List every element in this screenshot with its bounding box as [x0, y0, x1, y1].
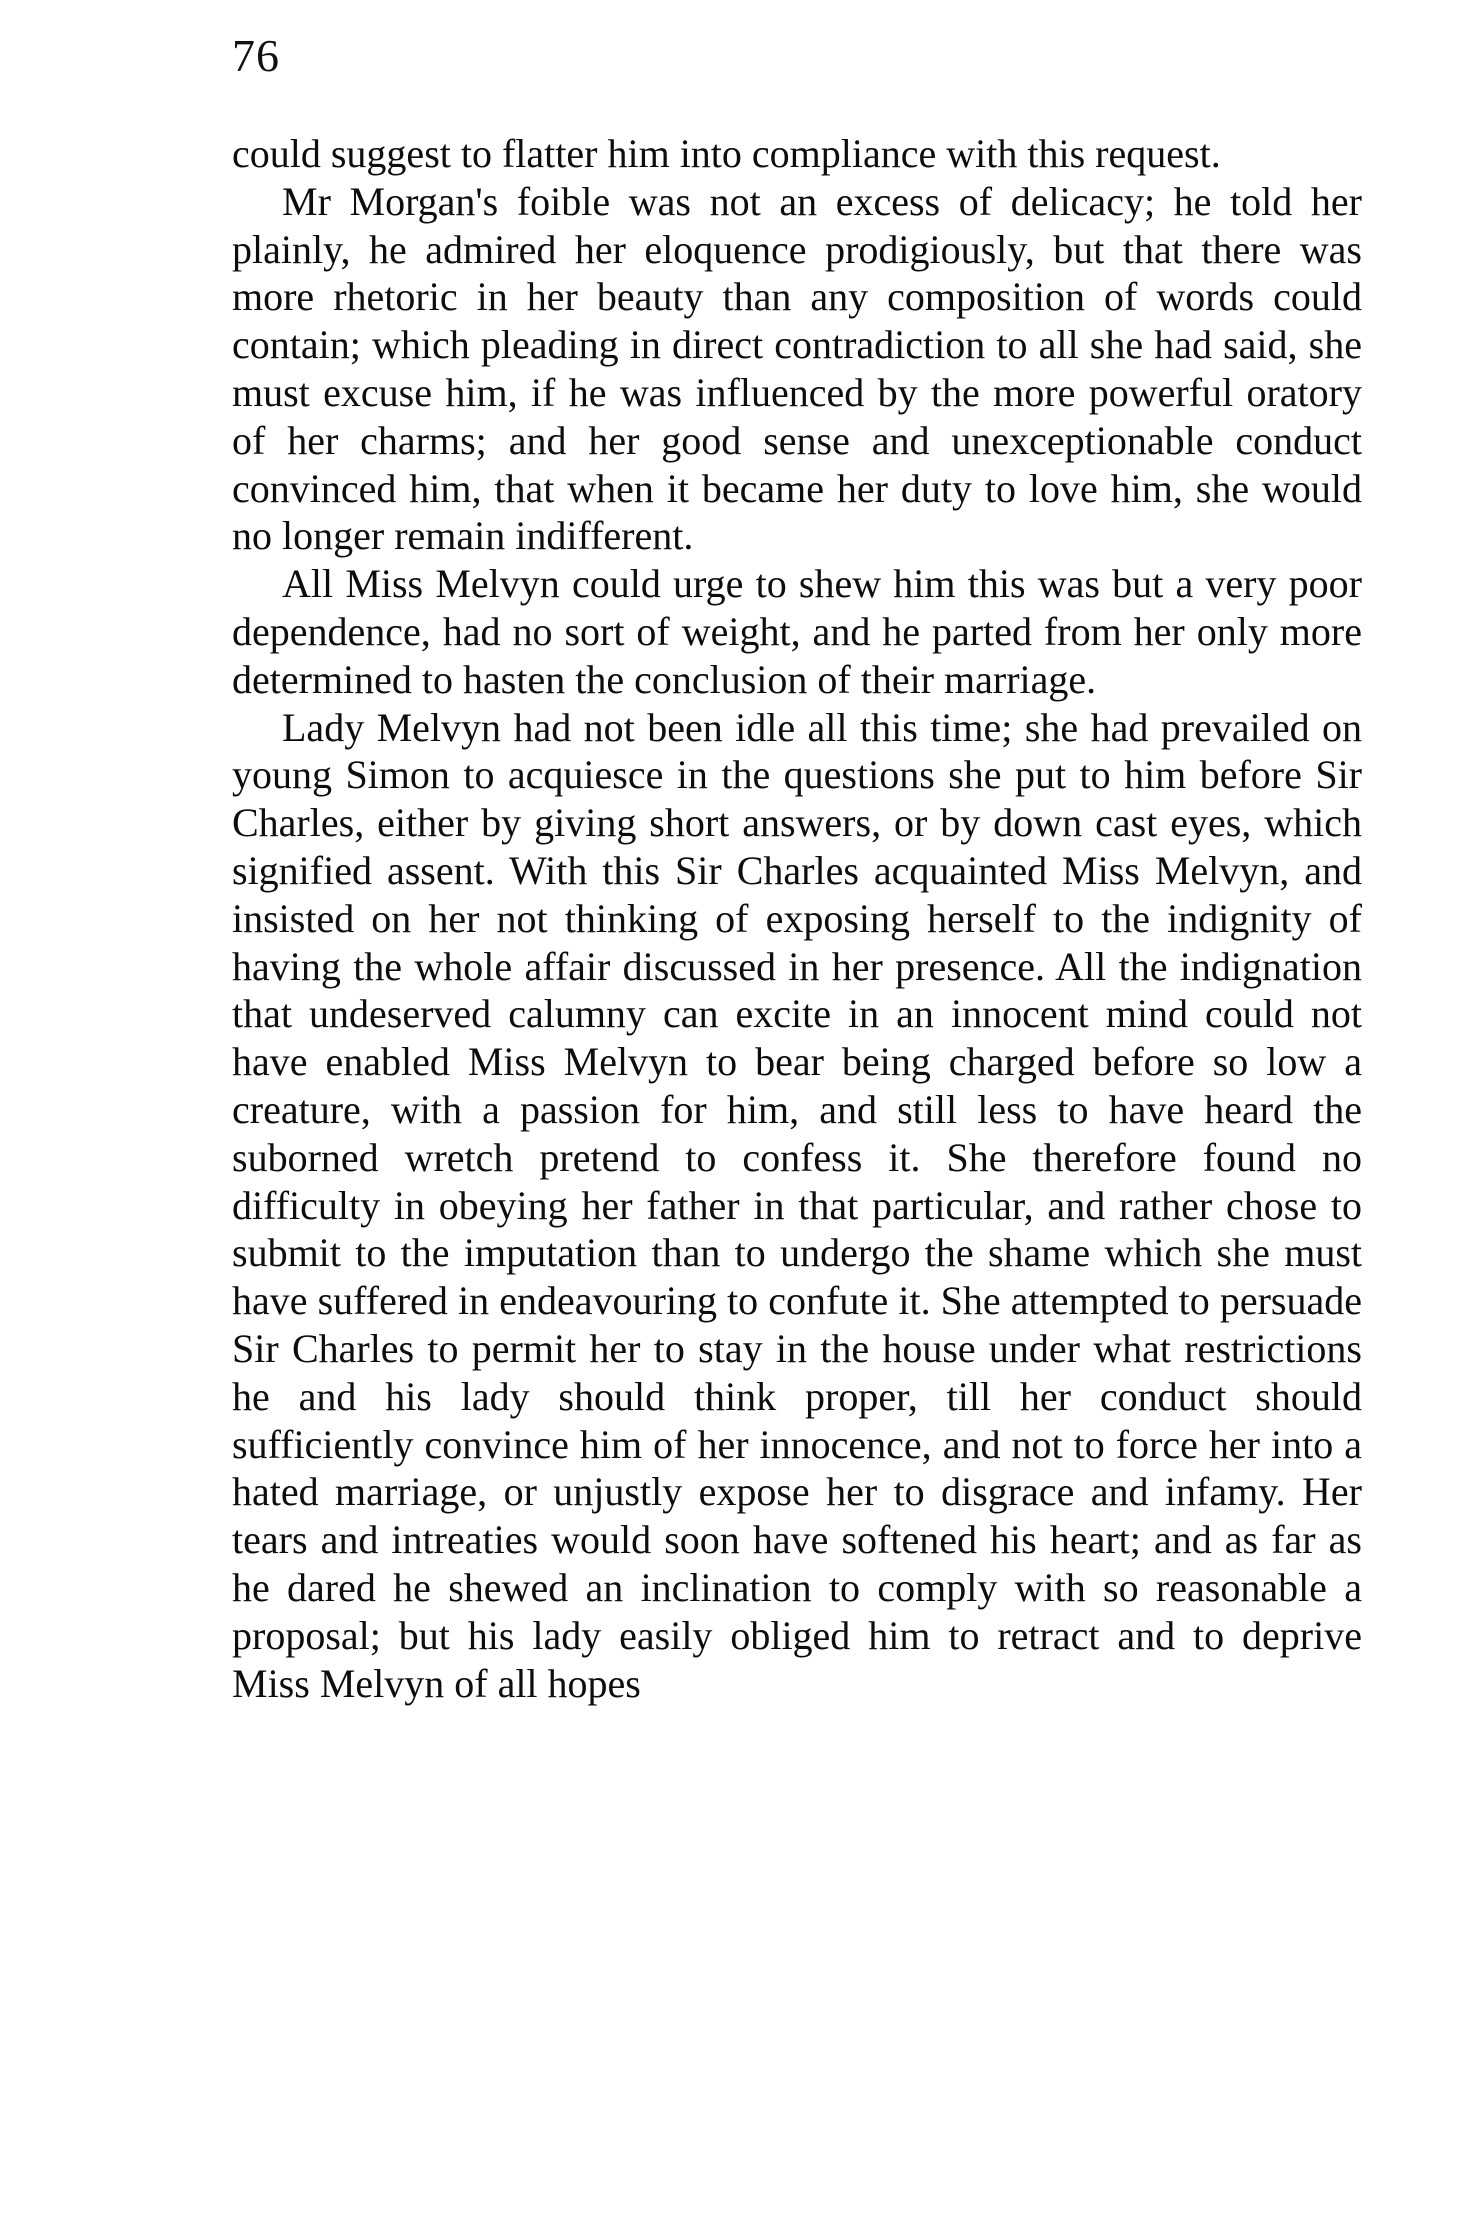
paragraph-lady-melvyn: Lady Melvyn had not been idle all this time; she had prevailed on young Simon to acquiesce in the questions she put to him before Sir Charles, either by giving short answers, or by down cast eyes, which signified assent. With this Sir Charles acquainted Miss Melvyn, and insisted on her not thinking of exposing herself to the indignity of having the whole affair discussed in her presence. All the indignation that undeserved calumny can excite in an innocent mind could not have enabled Miss Melvyn to bear being charged before so low a creature, with a passion for him, and still less to have heard the suborned wretch pretend to confess it. She therefore found no difficulty in obeying her father in that particular, and rather chose to submit to the imputation than to undergo the shame which she must have suffered in endeavouring to confute it. She attempted to persuade Sir Charles to permit her to stay in the house under what restrictions he and his lady should think proper, till her conduct should sufficiently convince him of her innocence, and not to force her into a hated marriage, or unjustly expose her to disgrace and infamy. Her tears and intreaties would soon have softened his heart; and as far as he dared he shewed an inclination to comply with so reasonable a proposal; but his lady easily obliged him to retract and to deprive Miss Melvyn of all hopes: [232, 704, 1362, 1706]
paragraph-continuation: could suggest to flatter him into compliance with this request.: [232, 131, 1221, 176]
page-number: 76: [232, 30, 280, 81]
paragraph-miss-melvyn: All Miss Melvyn could urge to shew him this was but a very poor dependence, had no sort of weight, and he parted from her only more determined to hasten the conclusion of their marriage.: [232, 561, 1362, 702]
body-text: [232, 130, 1362, 1707]
paragraph-mr-morgan: Mr Morgan's foible was not an excess of delicacy; he told her plainly, he admired her eloquence prodigiously, but that there was more rhetoric in her beauty than any composition of words could contain; which pleading in direct contradiction to all she had said, she must excuse him, if he was influenced by the more powerful oratory of her charms; and her good sense and unexceptionable conduct convinced him, that when it became her duty to love him, she would no longer remain indifferent.: [232, 178, 1362, 559]
